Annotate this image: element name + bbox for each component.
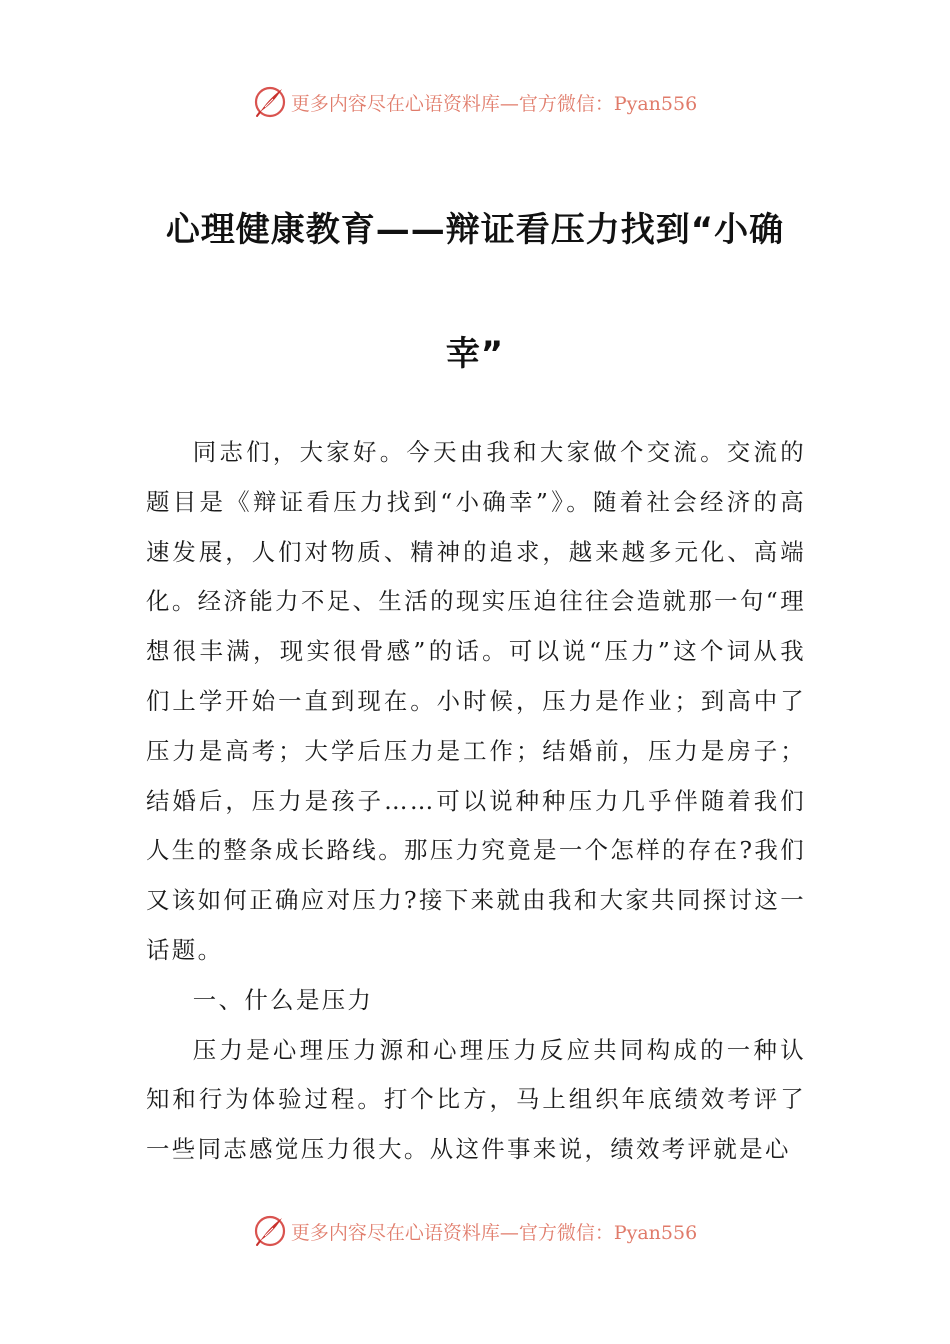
document-body <box>146 428 806 1175</box>
quill-pen-icon <box>253 85 287 119</box>
quill-pen-icon <box>253 1214 287 1248</box>
paragraph: 压力是心理压力源和心理压力反应共同构成的一种认知和行为体验过程。打个比方，马上组织年底绩效考评了一些同志感觉压力很大。从这件事来说，绩效考评就是心 <box>146 1035 806 1164</box>
header-banner <box>0 82 950 122</box>
banner-text: 更多内容尽在心语资料库—官方微信：Pyan556 <box>290 1221 698 1244</box>
paragraph: 同志们，大家好。今天由我和大家做个交流。交流的题目是《辩证看压力找到“小确幸”》。随着社会经济的高速发展，人们对物质、精神的追求，越来越多元化、高端化。经济能力不足、生活的现实压迫往往会造就那一句“理想很丰满，现实很骨感”的话。可以说“压力”这个词从我们上学开始一直到现在。小时候，压力是作业；到高中了压力是高考；大学后压力是工作；结婚前，压力是房子；结婚后，压力是孩子……可以说种种压力几乎伴随着我们人生的整条成长路线。那压力究竟是一个怎样的存在?我们又该如何正确应对压力?接下来就由我和大家共同探讨这一话题。 <box>146 438 806 964</box>
section-heading: 一、什么是压力 <box>192 985 374 1014</box>
footer-banner <box>0 1211 950 1251</box>
banner-text: 更多内容尽在心语资料库—官方微信：Pyan556 <box>290 92 698 115</box>
page-title: 心理健康教育——辩证看压力找到“小确幸” <box>165 210 785 374</box>
